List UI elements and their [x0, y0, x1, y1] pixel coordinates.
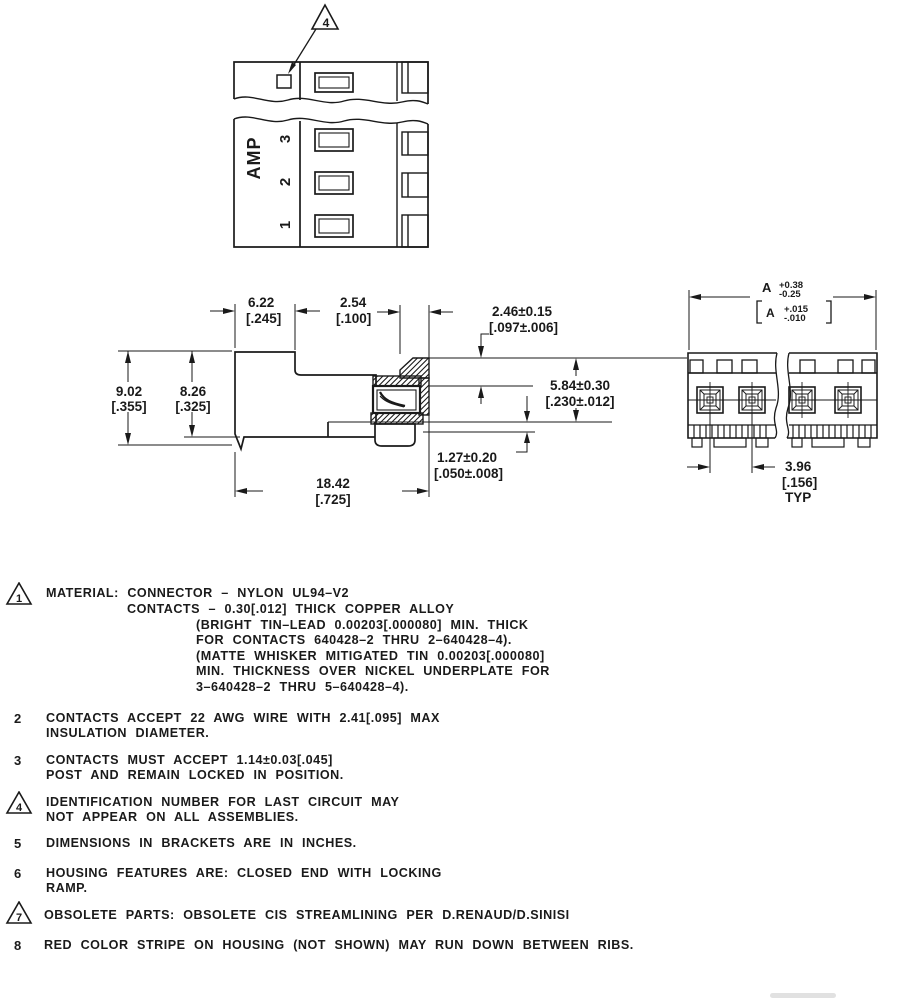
dim-584-mm: 5.84±0.30 [550, 378, 610, 393]
note-line: MATERIAL: CONNECTOR – NYLON UL94–V2 [46, 586, 350, 600]
dim-a-plus-mm: +0.38 [779, 280, 804, 291]
dim-a-minus-mm: -0.25 [779, 289, 801, 300]
note-4-flag-number: 4 [15, 802, 23, 814]
callout-flag-number: 4 [322, 16, 330, 30]
scan-artifact [770, 993, 836, 998]
note-line: CONTACTS – 0.30[.012] THICK COPPER ALLOY [127, 602, 455, 616]
dim-a-plus-in: +.015 [784, 304, 809, 315]
note-8-number: 8 [14, 938, 22, 953]
dim-a-minus-in: -.010 [784, 313, 806, 324]
dim-826-mm: 8.26 [179, 384, 207, 399]
note-4-flag [5, 791, 33, 815]
dim-622-mm: 6.22 [248, 295, 275, 310]
dim-246-mm: 2.46±0.15 [492, 304, 552, 319]
note-line: POST AND REMAIN LOCKED IN POSITION. [46, 768, 344, 782]
note-line: CONTACTS MUST ACCEPT 1.14±0.03[.045] [46, 753, 333, 767]
note-6-number: 6 [14, 866, 22, 881]
dim-254-mm: 2.54 [340, 295, 367, 310]
dim-246-in: [.097±.006] [489, 320, 558, 335]
note-1-flag-number: 1 [15, 593, 23, 605]
note-line: DIMENSIONS IN BRACKETS ARE IN INCHES. [46, 836, 357, 850]
dim-1842-in: [.725] [315, 492, 351, 507]
dim-902-in: [.355] [111, 399, 147, 414]
note-line: NOT APPEAR ON ALL ASSEMBLIES. [46, 810, 299, 824]
dim-254-in: [.100] [336, 311, 372, 326]
note-line: (MATTE WHISKER MITIGATED TIN 0.00203[.000080] [196, 649, 545, 663]
note-line: HOUSING FEATURES ARE: CLOSED END WITH LOCKING [46, 866, 442, 880]
dim-396-mm: 3.96 [785, 459, 812, 474]
dim-127-mm: 1.27±0.20 [437, 450, 497, 465]
note-line: (BRIGHT TIN–LEAD 0.00203[.000080] MIN. THICK [196, 618, 529, 632]
note-line: INSULATION DIAMETER. [46, 726, 210, 740]
circuit-number-1: 1 [277, 220, 294, 230]
note-line: RAMP. [46, 881, 88, 895]
note-5-number: 5 [14, 836, 22, 851]
dim-396-typ: TYP [785, 490, 812, 505]
dim-826-in: [.325] [175, 399, 211, 414]
note-2-number: 2 [14, 711, 22, 726]
dim-584-in: [.230±.012] [545, 394, 615, 409]
note-line: CONTACTS ACCEPT 22 AWG WIRE WITH 2.41[.095] MAX [46, 711, 440, 725]
note-line: 3–640428–2 THRU 5–640428–4). [196, 680, 409, 694]
circuit-number-2: 2 [277, 177, 294, 187]
brand-label: AMP [244, 136, 264, 180]
dim-1842-mm: 18.42 [316, 476, 350, 491]
note-line: OBSOLETE PARTS: OBSOLETE CIS STREAMLINING PER D.RENAUD/D.SINISI [44, 908, 570, 922]
dim-902-mm: 9.02 [115, 384, 143, 399]
dim-396-in: [.156] [782, 475, 818, 490]
dim-a-letter-in: A [766, 306, 775, 320]
note-line: RED COLOR STRIPE ON HOUSING (NOT SHOWN) MAY RUN DOWN BETWEEN RIBS. [44, 938, 634, 952]
note-3-number: 3 [14, 753, 22, 768]
note-line: FOR CONTACTS 640428–2 THRU 2–640428–4). [196, 633, 512, 647]
note-line: MIN. THICKNESS OVER NICKEL UNDERPLATE FOR [196, 664, 550, 678]
dim-a-letter-mm: A [762, 280, 772, 295]
note-line: IDENTIFICATION NUMBER FOR LAST CIRCUIT MAY [46, 795, 400, 809]
dim-127-in: [.050±.008] [434, 466, 503, 481]
note-7-flag-number: 7 [15, 912, 23, 924]
dim-622-in: [.245] [246, 311, 282, 326]
note-7-flag [5, 901, 33, 925]
note-1-flag [5, 582, 33, 606]
circuit-number-3: 3 [277, 134, 294, 144]
